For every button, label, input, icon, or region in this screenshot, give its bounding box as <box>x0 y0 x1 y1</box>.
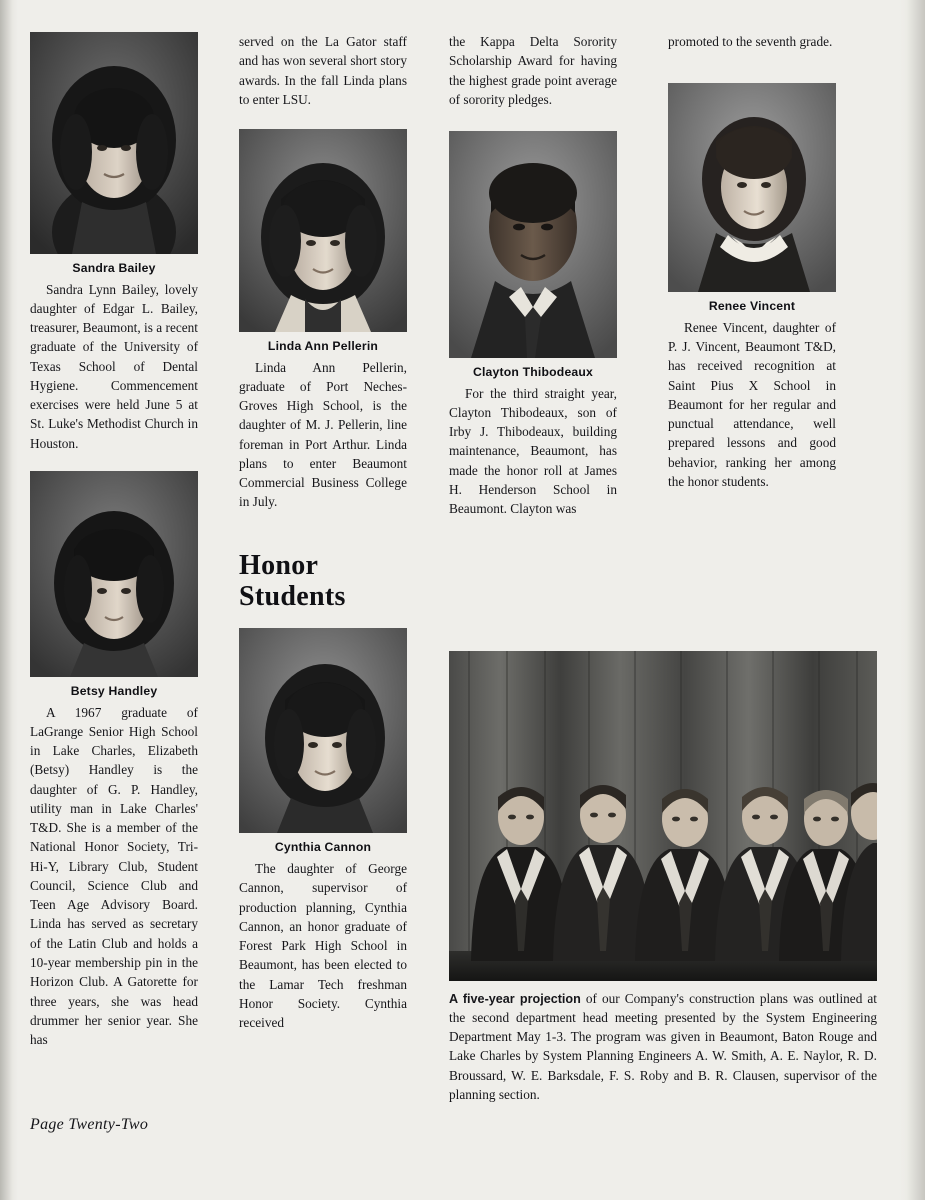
portrait-betsy-handley <box>30 471 198 677</box>
section-heading-line2: Students <box>239 581 346 613</box>
paragraph-renee-vincent: Renee Vincent, daughter of P. J. Vincent, Beaumont T&D, has received recognition at Saint Pius X School in Beaumont for her regular and punctual attendance, well prepared lessons and good behavior, ranking her among the honor students. <box>668 319 836 489</box>
column-two <box>239 32 407 1032</box>
group-photo-caption <box>449 989 877 1104</box>
paragraph-continued-clayton: promoted to the seventh grade. <box>668 34 833 49</box>
caption-rest: of our Company's construction plans was outlined at the second department head meeting presented by the System Engineering Department May 1-3. The program was given in Beaumont, Baton Rouge and Lake Charles by System Planning Engineers A. W. Smith, A. E. Naylor, R. D. Broussard, W. E. Barksdale, F. S. Roby and B. R. Clausen, supervisor of the planning section. <box>449 991 877 1102</box>
portrait-linda-ann-pellerin <box>239 129 407 332</box>
section-heading <box>239 550 407 613</box>
paragraph-clayton-thibodeaux: For the third straight year, Clayton Thibodeaux, son of Irby J. Thibodeaux, building maintenance, Beaumont, has made the honor roll at James H. Henderson School in Beaumont. Clayton was <box>449 385 617 517</box>
paragraph-betsy-handley: A 1967 graduate of LaGrange Senior High School in Lake Charles, Elizabeth (Betsy) Handley is the daughter of G. P. Handley, utility man in Lake Charles' T&D. She is a member of the National Honor Society, Tri-Hi-Y, Library Club, Student Council, Science Club and Teen Age Advisory Board. Linda has served as secretary of the Latin Club and holds a 10-year membership pin in the Horizon Club. A Gatorette for three years, she was head drummer her senior year. She has <box>30 704 198 1048</box>
paragraph-continued-cynthia: the Kappa Delta Sorority Scholarship Award for having the highest grade point average of sorority pledges. <box>449 34 617 107</box>
column-four <box>668 32 836 491</box>
portrait-renee-vincent <box>668 83 836 292</box>
caption-clayton-thibodeaux: Clayton Thibodeaux <box>472 365 594 380</box>
portrait-clayton-thibodeaux <box>449 131 617 358</box>
portrait-image <box>668 83 836 292</box>
portrait-image <box>449 131 617 358</box>
column-one <box>30 32 198 1049</box>
caption-lead: A five-year projection <box>449 992 581 1006</box>
caption-cynthia-cannon: Cynthia Cannon <box>274 840 372 855</box>
portrait-image <box>30 471 198 677</box>
paragraph-sandra-bailey: Sandra Lynn Bailey, lovely daughter of Edgar L. Bailey, treasurer, Beaumont, is a recent graduate of the University of Texas School of Dental Hygiene. Commencement exercises were held June 5 at St. Luke's Methodist Church in Houston. <box>30 281 198 451</box>
caption-betsy-handley: Betsy Handley <box>70 683 158 698</box>
column-three <box>449 32 617 518</box>
caption-renee-vincent: Renee Vincent <box>708 299 796 314</box>
group-photo-department-heads <box>449 651 877 981</box>
group-photo-image <box>449 651 877 981</box>
section-heading-line1: Honor <box>239 549 319 581</box>
portrait-image <box>30 32 198 254</box>
caption-linda-ann-pellerin: Linda Ann Pellerin <box>267 339 379 354</box>
caption-sandra-bailey: Sandra Bailey <box>72 261 156 275</box>
page-folio: Page Twenty-Two <box>30 1116 149 1133</box>
portrait-sandra-bailey <box>30 32 198 254</box>
paragraph-continued-linda: served on the La Gator staff and has won several short story awards. In the fall Linda plans to enter LSU. <box>239 34 407 107</box>
paragraph-linda-ann-pellerin: Linda Ann Pellerin, graduate of Port Neches-Groves High School, is the daughter of M. J. Pellerin, line foreman in Port Arthur. Linda plans to enter Beaumont Commercial Business College in July. <box>239 359 407 510</box>
paragraph-cynthia-cannon: The daughter of George Cannon, supervisor of production planning, Cynthia Cannon, an honor graduate of Forest Park High School in Beaumont, has been elected to the Lamar Tech freshman Honor Society. Cynthia received <box>239 861 407 1031</box>
portrait-image <box>239 628 407 833</box>
portrait-image <box>239 129 407 332</box>
portrait-cynthia-cannon <box>239 628 407 833</box>
